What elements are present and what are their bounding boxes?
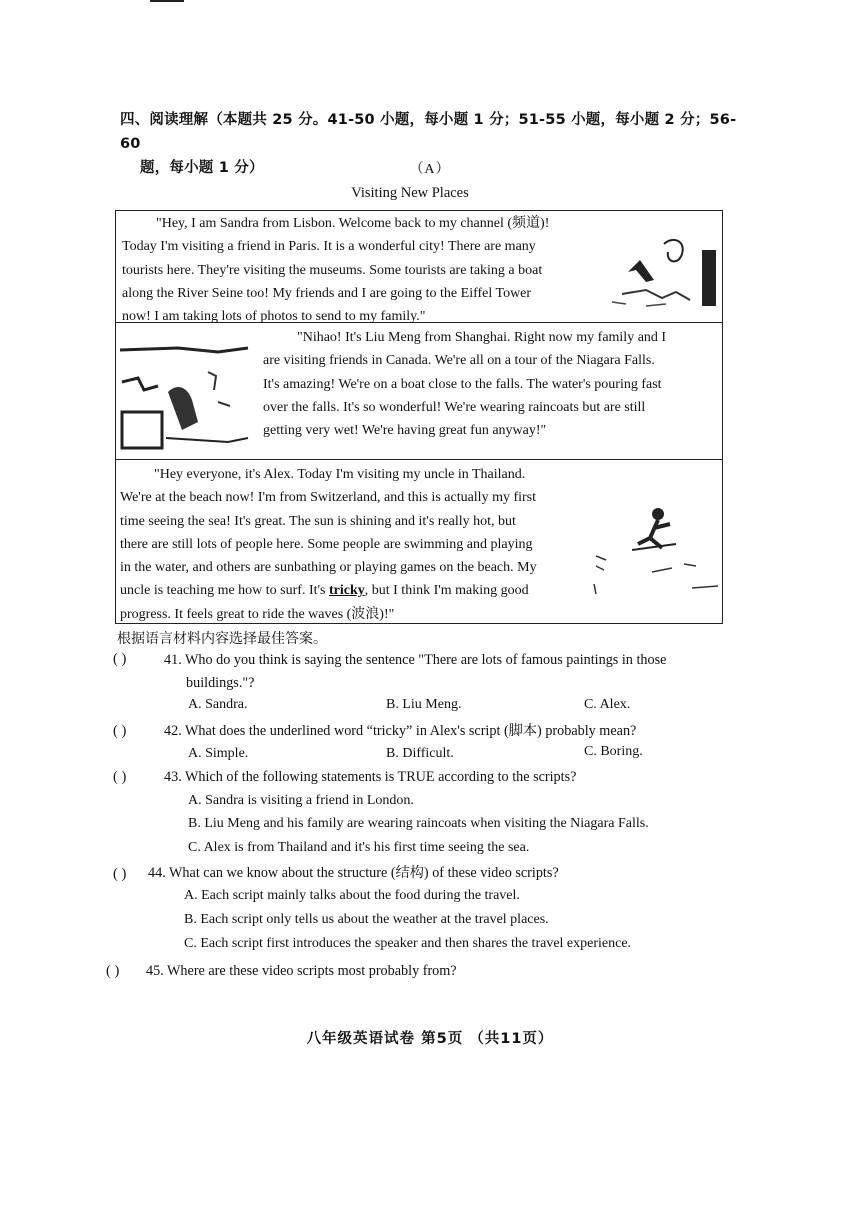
script-alex: [120, 463, 582, 626]
answer-blank-43[interactable]: ( ): [113, 769, 127, 785]
question-stem: [164, 649, 724, 672]
answer-blank-41[interactable]: ( ): [113, 651, 127, 667]
option-44-a[interactable]: A. Each script mainly talks about the food during the travel.: [184, 888, 520, 903]
question-number: 42.: [164, 723, 182, 739]
script-line: progress. It feels great to ride the waves (波浪)!": [120, 606, 395, 622]
question-number: 44.: [148, 865, 166, 881]
script-liu-meng: [263, 326, 715, 442]
script-line: "Nihao! It's Liu Meng from Shanghai. Right now my family and I: [297, 330, 667, 345]
question-number: 45.: [146, 963, 164, 979]
script-line: there are still lots of people here. Some people are swimming and playing: [120, 536, 533, 552]
question-number: 43.: [164, 769, 182, 785]
question-42: [164, 720, 724, 743]
question-text: What can we know about the structure (结构) of these video scripts?: [169, 865, 559, 881]
script-line: getting very wet! We're having great fun anyway!": [263, 423, 547, 439]
answer-blank-44[interactable]: ( ): [113, 866, 127, 882]
question-text: Which of the following statements is TRUE according to the scripts?: [185, 769, 577, 785]
script-line: now! I am taking lots of photos to send to my family.": [122, 309, 426, 325]
question-text: Who do you think is saying the sentence "There are lots of famous paintings in those: [185, 652, 667, 668]
surfer-icon: [592, 504, 720, 600]
option-44-c[interactable]: C. Each script first introduces the speaker and then shares the travel experience.: [184, 936, 632, 951]
instruction-text: 根据语言材料内容选择最佳答案。: [117, 631, 327, 647]
question-41: [164, 649, 724, 695]
scan-mark: [150, 0, 184, 2]
script-line: Today I'm visiting a friend in Paris. It is a wonderful city! There are many: [122, 239, 536, 255]
option-41-a[interactable]: A. Sandra.: [188, 697, 248, 712]
section-header-line1: 四、阅读理解（本题共 25 分。41-50 小题，每小题 1 分；51-55 小题，每小题 2 分；56-60: [120, 112, 737, 152]
script-line: along the River Seine too! My friends and I are going to the Eiffel Tower: [122, 285, 532, 301]
section-header-line2: 题，每小题 1 分）: [140, 160, 264, 176]
script-line: over the falls. It's so wonderful! We're wearing raincoats but are still: [263, 399, 646, 415]
question-43: [164, 766, 724, 789]
script-line: "Hey everyone, it's Alex. Today I'm visiting my uncle in Thailand.: [154, 467, 526, 482]
script-line-part: uncle is teaching me how to surf. It's: [120, 583, 329, 599]
option-41-c[interactable]: C. Alex.: [584, 697, 631, 712]
question-44: [148, 862, 728, 885]
script-line: It's amazing! We're on a boat close to the falls. The water's pouring fast: [263, 376, 662, 392]
script-line: [120, 579, 582, 602]
eiffel-tower-photo-icon: [606, 232, 718, 314]
question-number: 41.: [164, 652, 182, 668]
option-43-a[interactable]: A. Sandra is visiting a friend in London.: [188, 793, 414, 808]
option-43-b[interactable]: B. Liu Meng and his family are wearing raincoats when visiting the Niagara Falls.: [188, 816, 649, 831]
script-line: "Hey, I am Sandra from Lisbon. Welcome back to my channel (频道)!: [156, 216, 550, 231]
script-line-part: , but I think I'm making good: [364, 583, 529, 599]
option-43-c[interactable]: C. Alex is from Thailand and it's his first time seeing the sea.: [188, 840, 530, 855]
answer-blank-42[interactable]: ( ): [113, 723, 127, 739]
answer-blank-45[interactable]: ( ): [106, 963, 120, 979]
passage-title: Visiting New Places: [351, 185, 469, 201]
option-44-b[interactable]: B. Each script only tells us about the weather at the travel places.: [184, 912, 549, 927]
question-45: [146, 960, 726, 983]
option-42-b[interactable]: B. Difficult.: [386, 746, 454, 761]
underlined-word-tricky: tricky: [328, 583, 365, 599]
option-41-b[interactable]: B. Liu Meng.: [386, 697, 462, 712]
script-line: time seeing the sea! It's great. The sun is shining and it's really hot, but: [120, 513, 516, 529]
question-text-cont: buildings."?: [186, 675, 255, 691]
option-42-a[interactable]: A. Simple.: [188, 746, 249, 761]
script-line: are visiting friends in Canada. We're all on a tour of the Niagara Falls.: [263, 353, 655, 369]
page-footer: 八年级英语试卷 第5页 （共11页）: [306, 1031, 554, 1047]
script-line: We're at the beach now! I'm from Switzerland, and this is actually my first: [120, 490, 537, 506]
niagara-falls-boat-icon: [118, 342, 254, 454]
question-text: Where are these video scripts most probably from?: [167, 963, 457, 979]
question-text: What does the underlined word “tricky” in Alex's script (脚本) probably mean?: [185, 723, 637, 739]
script-sandra: [122, 212, 600, 328]
script-line: in the water, and others are sunbathing or playing games on the beach. My: [120, 560, 537, 576]
script-line: tourists here. They're visiting the museums. Some tourists are taking a boat: [122, 262, 543, 278]
option-42-c[interactable]: C. Boring.: [584, 744, 643, 759]
part-label: （A）: [409, 162, 451, 177]
